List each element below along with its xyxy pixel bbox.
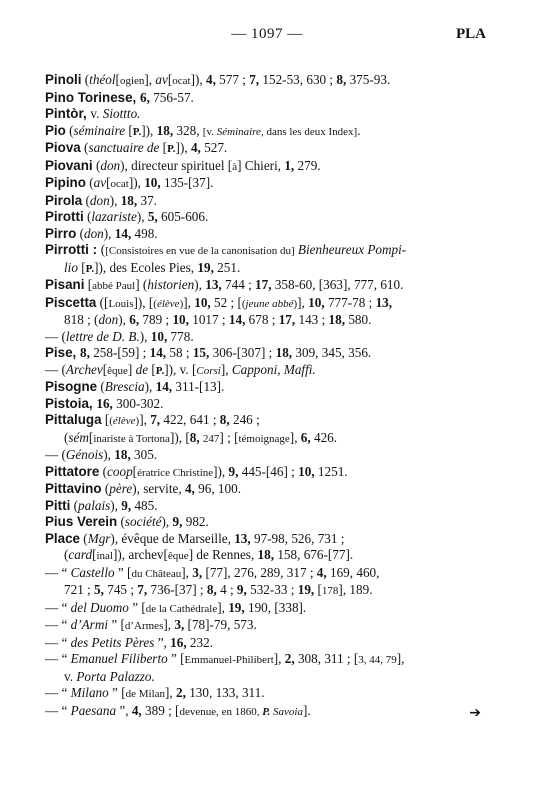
entry-line: — (Génois), 18, 305. — [45, 447, 158, 462]
entry-line: Pinoli (théol[ogien], av[ocat]), 4, 577 ; 7, 152-53, 630 ; 8, 375-93. — [45, 72, 391, 87]
index-entry — [45, 531, 495, 565]
index-entry — [45, 498, 495, 515]
entry-line: Pittaluga [(élève)], 7, 422, 641 ; 8, 246 ; — [45, 412, 260, 427]
section-heading: PLA — [456, 26, 486, 42]
entry-continuation-line: 818 ; (don), 6, 789 ; 10, 1017 ; 14, 678 ; 17, 143 ; 18, 580. — [64, 312, 372, 327]
index-entry — [45, 635, 495, 652]
index-entry — [45, 464, 495, 482]
index-entry — [45, 703, 495, 721]
index-entry — [45, 345, 495, 362]
index-entry — [45, 158, 495, 176]
index-entry — [45, 90, 495, 107]
entry-line: Pittatore (coop[ératrice Christine]), 9, 445-[46] ; 10, 1251. — [45, 463, 348, 479]
entry-line: — (Archev[êque] de [P.]), v. [Corsi], Capponi, Maffi. — [45, 361, 316, 377]
index-entry — [45, 193, 495, 210]
entry-line: — “ d’Armi ” [d’Armes], 3, [78]-79, 573. — [45, 617, 257, 632]
entry-line: — “ Castello ” [du Château], 3, [77], 276, 289, 317 ; 4, 169, 460, — [45, 564, 380, 580]
index-entry — [45, 106, 495, 123]
index-entry — [45, 295, 495, 329]
entry-continuation-line: (card[inal]), archev[êque] de Rennes, 18, 158, 676-[77]. — [64, 547, 354, 562]
entry-line: Pisogne (Brescia), 14, 311-[13]. — [45, 379, 225, 394]
entry-line: Pintòr, v. Siottto. — [45, 106, 141, 121]
entry-line: — “ Milano ” [de Milan], 2, 130, 133, 311. — [45, 685, 265, 700]
entry-line: Pirola (don), 18, 37. — [45, 192, 157, 208]
index-entry — [45, 617, 495, 635]
entry-line: Pio (séminaire [P.]), 18, 328, [v. Séminaire, dans les deux Index]. — [45, 122, 361, 138]
index-entry — [45, 277, 495, 295]
entry-line: Pipino (av[ocat]), 10, 135-[37]. — [45, 175, 214, 190]
index-entry — [45, 379, 495, 396]
entry-line: — “ Emanuel Filiberto ” [Emmanuel-Philibert], 2, 308, 311 ; [3, 44, 79], — [45, 651, 405, 666]
page-number: — 1097 — — [231, 26, 303, 42]
index-entry — [45, 651, 495, 685]
entry-continuation-line: (sém[inariste à Tortona]), [8, 247] ; [témoignage], 6, 426. — [64, 429, 338, 445]
index-entry — [45, 396, 495, 413]
entry-line: Piova (sanctuaire de [P.]), 4, 527. — [45, 140, 228, 155]
index-entry — [45, 209, 495, 226]
index-entry — [45, 140, 495, 158]
entry-line: Pius Verein (société), 9, 982. — [45, 514, 209, 529]
entry-line: Piovani (don), directeur spirituel [à] Chieri, 1, 279. — [45, 157, 321, 173]
entry-line: Pise, 8, 258-[59] ; 14, 58 ; 15, 306-[307] ; 18, 309, 345, 356. — [45, 345, 372, 360]
entry-line: — “ Paesana ”, 4, 389 ; [devenue, en 1860, P. Savoia]. — [45, 702, 311, 718]
index-entry — [45, 329, 495, 346]
index-entry — [45, 226, 495, 243]
entry-line: Pirotti (lazariste), 5, 605-606. — [45, 209, 209, 224]
index-entries — [45, 72, 495, 720]
entry-line: — “ des Petits Pères ”, 16, 232. — [45, 634, 213, 650]
index-entry — [45, 242, 495, 277]
index-entry — [45, 123, 495, 141]
right-arrow-icon: ➔ — [469, 704, 481, 721]
index-entry — [45, 481, 495, 498]
entry-line: Place (Mgr), évêque de Marseille, 13, 97-98, 526, 731 ; — [45, 530, 345, 546]
entry-continuation-line: v. Porta Palazzo. — [64, 668, 155, 684]
index-entry — [45, 72, 495, 90]
index-entry — [45, 514, 495, 531]
entry-line: Pino Torinese, 6, 756-57. — [45, 89, 194, 105]
page-header — [0, 26, 534, 46]
entry-line: Pirrotti : ([Consistoires en vue de la canonisation du] Bienheureux Pompi- — [45, 242, 407, 257]
index-entry — [45, 565, 495, 600]
entry-line: Pistoia, 16, 300-302. — [45, 395, 164, 411]
entry-line: — “ del Duomo ” [de la Cathédrale], 19, 190, [338]. — [45, 599, 307, 615]
entry-line: Pisani [abbé Paul] (historien), 13, 744 ; 17, 358-60, [363], 777, 610. — [45, 277, 404, 292]
entry-continuation-line: lio [P.]), des Ecoles Pies, 19, 251. — [64, 259, 241, 275]
index-entry — [45, 685, 495, 703]
index-entry — [45, 600, 495, 618]
entry-line: — (lettre de D. B.), 10, 778. — [45, 328, 194, 344]
index-entry — [45, 412, 495, 447]
entry-line: Piscetta ([Louis]), [(élève)], 10, 52 ; [(jeune abbé)], 10, 777-78 ; 13, — [45, 294, 393, 310]
index-entry — [45, 447, 495, 464]
index-entry — [45, 175, 495, 193]
entry-line: Pirro (don), 14, 498. — [45, 225, 158, 241]
entry-continuation-line: 721 ; 5, 745 ; 7, 736-[37] ; 8, 4 ; 9, 532-33 ; 19, [178], 189. — [64, 582, 373, 597]
entry-line: Pitti (palais), 9, 485. — [45, 497, 158, 513]
entry-line: Pittavino (père), servite, 4, 96, 100. — [45, 481, 241, 496]
index-entry — [45, 362, 495, 380]
